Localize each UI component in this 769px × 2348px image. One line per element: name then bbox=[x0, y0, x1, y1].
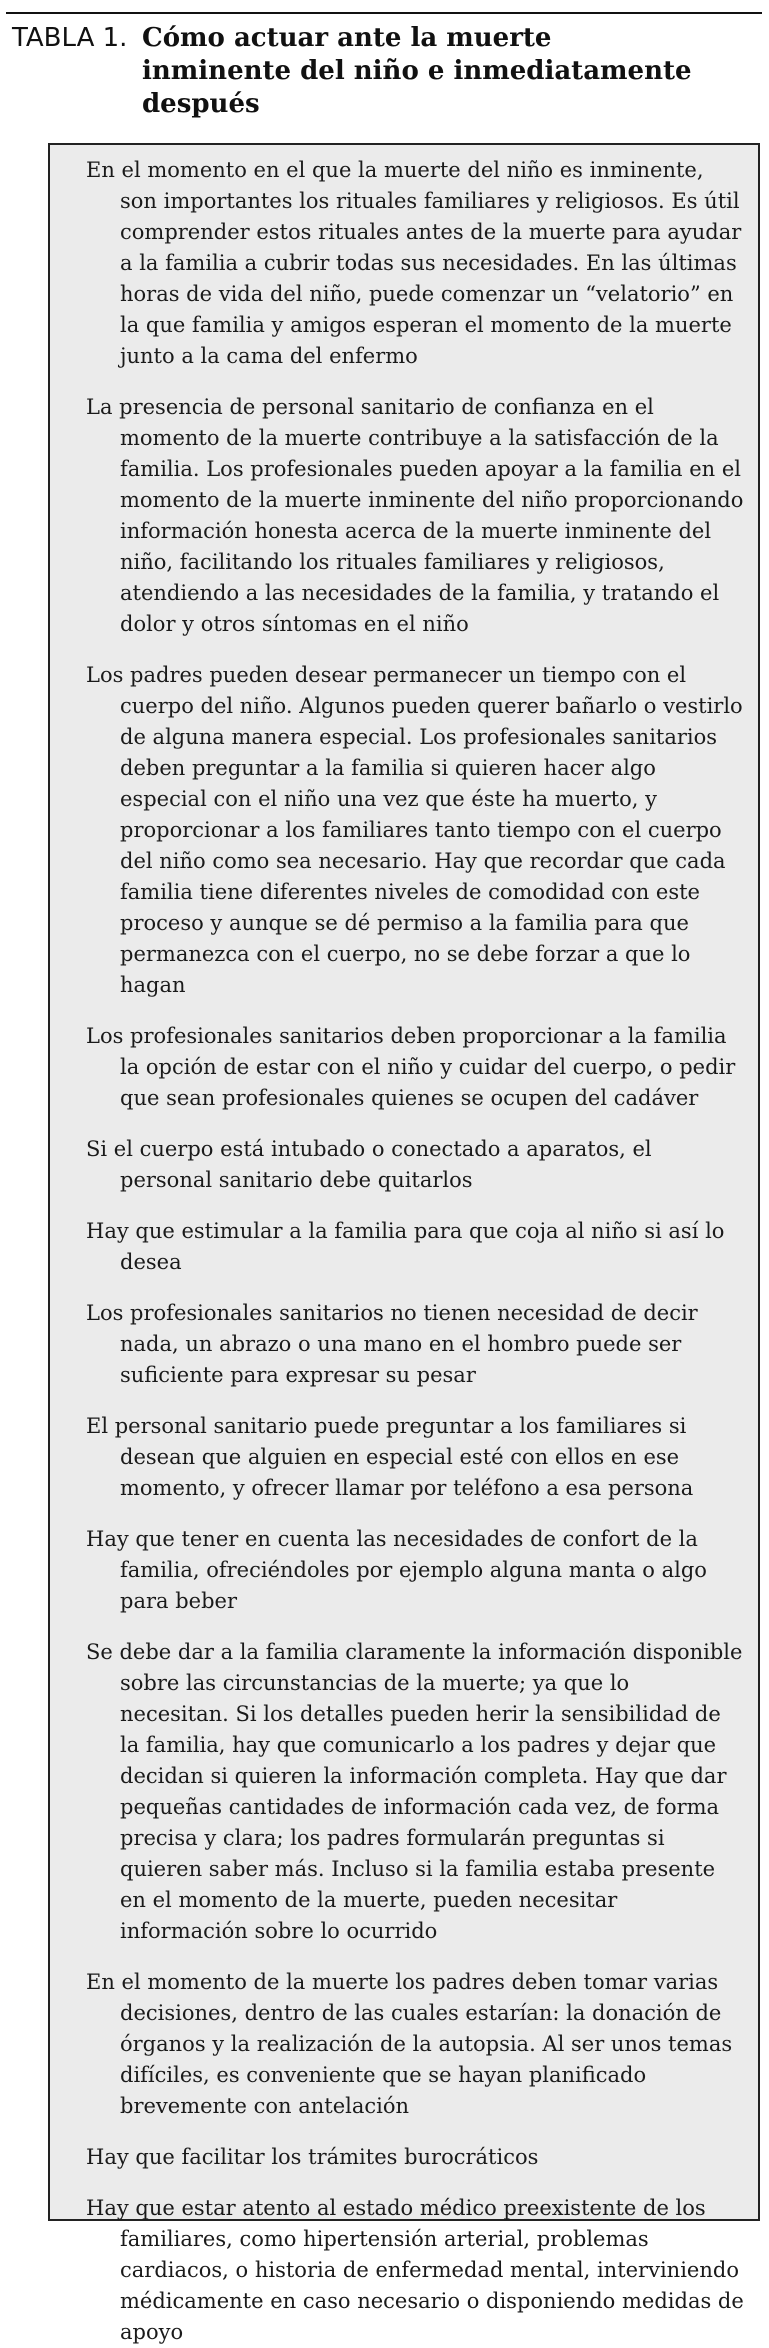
table-item-11: En el momento de la muerte los padres deben tomar varias decisiones, dentro de las cuales estarían: la donación de órganos y la realización de la autopsia. Al ser unos temas difíciles, es conveniente que se hayan planificado brevemente con antelación bbox=[86, 1970, 733, 2118]
table-item-13: Hay que estar atento al estado médico preexistente de los familiares, como hipertensión arterial, problemas cardiacos, o historia de enfermedad mental, interviniendo médicamente en caso necesario o disponiendo medidas de apoyo bbox=[86, 2196, 744, 2344]
table-item-12: Hay que facilitar los trámites burocráticos bbox=[86, 2145, 539, 2169]
table-item-9: Hay que tener en cuenta las necesidades de confort de la familia, ofreciéndoles por ejemplo alguna manta o algo para beber bbox=[86, 1527, 707, 1613]
table-item-1: En el momento en el que la muerte del niño es inminente, son importantes los rituales familiares y religiosos. Es útil comprender estos rituales antes de la muerte para ayudar a la familia a cubrir todas sus necesidades. En las últimas horas de vida del niño, puede comenzar un “velatorio” en la que familia y amigos esperan el momento de la muerte junto a la cama del enfermo bbox=[86, 158, 742, 368]
table-item-3: Los padres pueden desear permanecer un tiempo con el cuerpo del niño. Algunos pueden querer bañarlo o vestirlo de alguna manera especial. Los profesionales sanitarios deben preguntar a la familia si quieren hacer algo especial con el niño una vez que éste ha muerto, y proporcionar a los familiares tanto tiempo con el cuerpo del niño como sea necesario. Hay que recordar que cada familia tiene diferentes niveles de comodidad con este proceso y aunque se dé permiso a la familia para que permanezca con el cuerpo, no se debe forzar a que lo hagan bbox=[86, 663, 743, 997]
table-item-4: Los profesionales sanitarios deben proporcionar a la familia la opción de estar con el niño y cuidar del cuerpo, o pedir que sean profesionales quienes se ocupen del cadáver bbox=[86, 1024, 736, 1110]
table-item-7: Los profesionales sanitarios no tienen necesidad de decir nada, un abrazo o una mano en el hombro puede ser suficiente para expresar su pesar bbox=[86, 1301, 698, 1387]
table-item-6: Hay que estimular a la familia para que coja al niño si así lo desea bbox=[86, 1219, 725, 1274]
table-item-2: La presencia de personal sanitario de confianza en el momento de la muerte contribuye a la satisfacción de la familia. Los profesionales pueden apoyar a la familia en el momento de la muerte inminente del niño proporcionando información honesta acerca de la muerte inminente del niño, facilitando los rituales familiares y religiosos, atendiendo a las necesidades de la familia, y tratando el dolor y otros síntomas en el niño bbox=[86, 395, 744, 636]
table-caption bbox=[6, 22, 762, 121]
table-title: Cómo actuar ante la muerte inminente del niño e inmediatamente después bbox=[142, 23, 692, 119]
table-body bbox=[48, 143, 760, 2344]
top-rule bbox=[6, 12, 762, 14]
table-label: TABLA 1. bbox=[12, 23, 128, 53]
table-item-5: Si el cuerpo está intubado o conectado a aparatos, el personal sanitario debe quitarlos bbox=[86, 1137, 652, 1192]
table-item-8: El personal sanitario puede preguntar a los familiares si desean que alguien en especial esté con ellos en ese momento, y ofrecer llamar por teléfono a esa persona bbox=[86, 1414, 694, 1500]
table-item-10: Se debe dar a la familia claramente la información disponible sobre las circunstancias de la muerte; ya que lo necesitan. Si los detalles pueden herir la sensibilidad de la familia, hay que comunicarlo a los padres y dejar que decidan si quieren la información completa. Hay que dar pequeñas cantidades de información cada vez, de forma precisa y clara; los padres formularán preguntas si quieren saber más. Incluso si la familia estaba presente en el momento de la muerte, pueden necesitar información sobre lo ocurrido bbox=[86, 1640, 743, 1943]
table-1 bbox=[6, 12, 762, 2344]
